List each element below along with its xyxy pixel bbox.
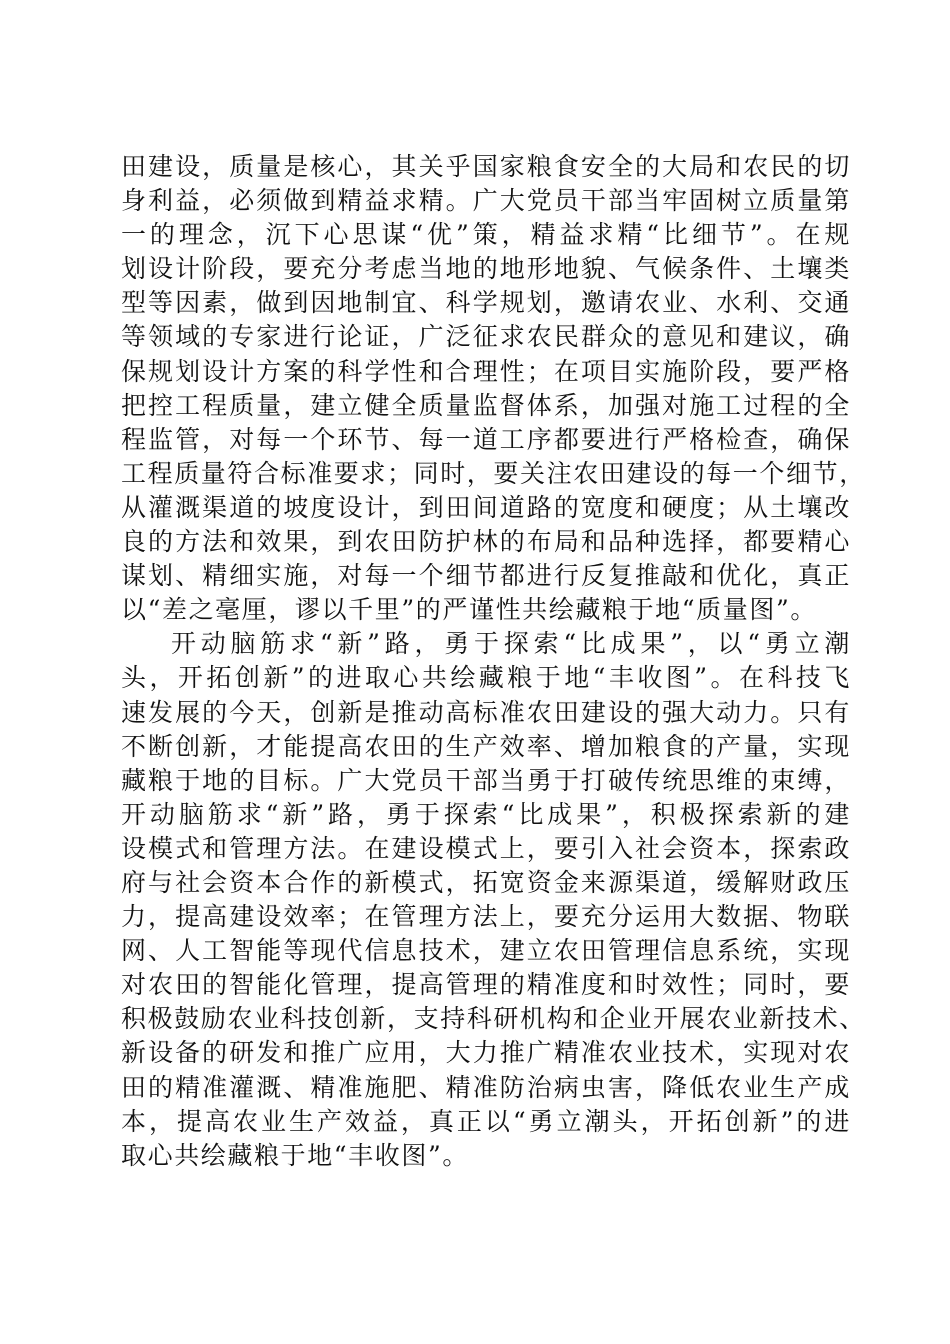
text-line: 以“差之毫厘，谬以千里”的严谨性共绘藏粮于地“质量图”。 <box>121 595 817 625</box>
text-line: 府与社会资本合作的新模式，拓宽资金来源渠道，缓解财政压 <box>121 867 851 897</box>
document-body <box>121 150 866 1173</box>
text-line: 程监管，对每一个环节、每一道工序都要进行严格检查，确保 <box>121 424 851 454</box>
text-line: 对农田的智能化管理，提高管理的精准度和时效性；同时，要 <box>121 970 851 1000</box>
text-line: 把控工程质量，建立健全质量监督体系，加强对施工过程的全 <box>121 390 851 420</box>
text-line: 等领域的专家进行论证，广泛征求农民群众的意见和建议，确 <box>121 322 851 352</box>
text-line: 开动脑筋求“新”路，勇于探索“比成果”，积极探索新的建 <box>121 799 851 829</box>
text-line: 身利益，必须做到精益求精。广大党员干部当牢固树立质量第 <box>121 186 851 216</box>
text-line: 头，开拓创新”的进取心共绘藏粮于地“丰收图”。在科技飞 <box>121 663 851 693</box>
text-line: 工程质量符合标准要求；同时，要关注农田建设的每一个细节， <box>121 458 866 488</box>
text-line: 不断创新，才能提高农田的生产效率、增加粮食的产量，实现 <box>121 731 851 761</box>
text-line: 从灌溉渠道的坡度设计，到田间道路的宽度和硬度；从土壤改 <box>121 492 851 522</box>
text-line: 力，提高建设效率；在管理方法上，要充分运用大数据、物联 <box>121 902 851 932</box>
text-line: 一的理念，沉下心思谋“优”策，精益求精“比细节”。在规 <box>121 220 851 250</box>
text-line: 划设计阶段，要充分考虑当地的地形地貌、气候条件、土壤类 <box>121 254 851 284</box>
text-line: 良的方法和效果，到农田防护林的布局和品种选择，都要精心 <box>121 527 851 557</box>
text-line: 田建设，质量是核心，其关乎国家粮食安全的大局和农民的切 <box>121 152 851 181</box>
paragraph-innovation <box>121 627 866 1173</box>
text-line: 速发展的今天，创新是推动高标准农田建设的强大动力。只有 <box>121 697 851 727</box>
text-line: 新设备的研发和推广应用，大力推广精准农业技术，实现对农 <box>121 1038 851 1068</box>
text-line: 设模式和管理方法。在建设模式上，要引入社会资本，探索政 <box>121 833 851 863</box>
text-line: 藏粮于地的目标。广大党员干部当勇于打破传统思维的束缚， <box>121 765 851 795</box>
text-line: 田的精准灌溉、精准施肥、精准防治病虫害，降低农业生产成 <box>121 1072 851 1102</box>
text-line: 积极鼓励农业科技创新，支持科研机构和企业开展农业新技术、 <box>121 1004 866 1034</box>
text-line: 型等因素，做到因地制宜、科学规划，邀请农业、水利、交通 <box>121 288 851 318</box>
text-line: 取心共绘藏粮于地“丰收图”。 <box>121 1140 469 1170</box>
text-line: 谋划、精细实施，对每一个细节都进行反复推敲和优化，真正 <box>121 561 851 591</box>
paragraph-quality <box>121 150 866 627</box>
text-line: 本，提高农业生产效益，真正以“勇立潮头，开拓创新”的进 <box>121 1106 851 1136</box>
text-line: 开动脑筋求“新”路，勇于探索“比成果”，以“勇立潮 <box>171 629 851 659</box>
text-line: 保规划设计方案的科学性和合理性；在项目实施阶段，要严格 <box>121 356 851 386</box>
text-line: 网、人工智能等现代信息技术，建立农田管理信息系统，实现 <box>121 936 851 966</box>
